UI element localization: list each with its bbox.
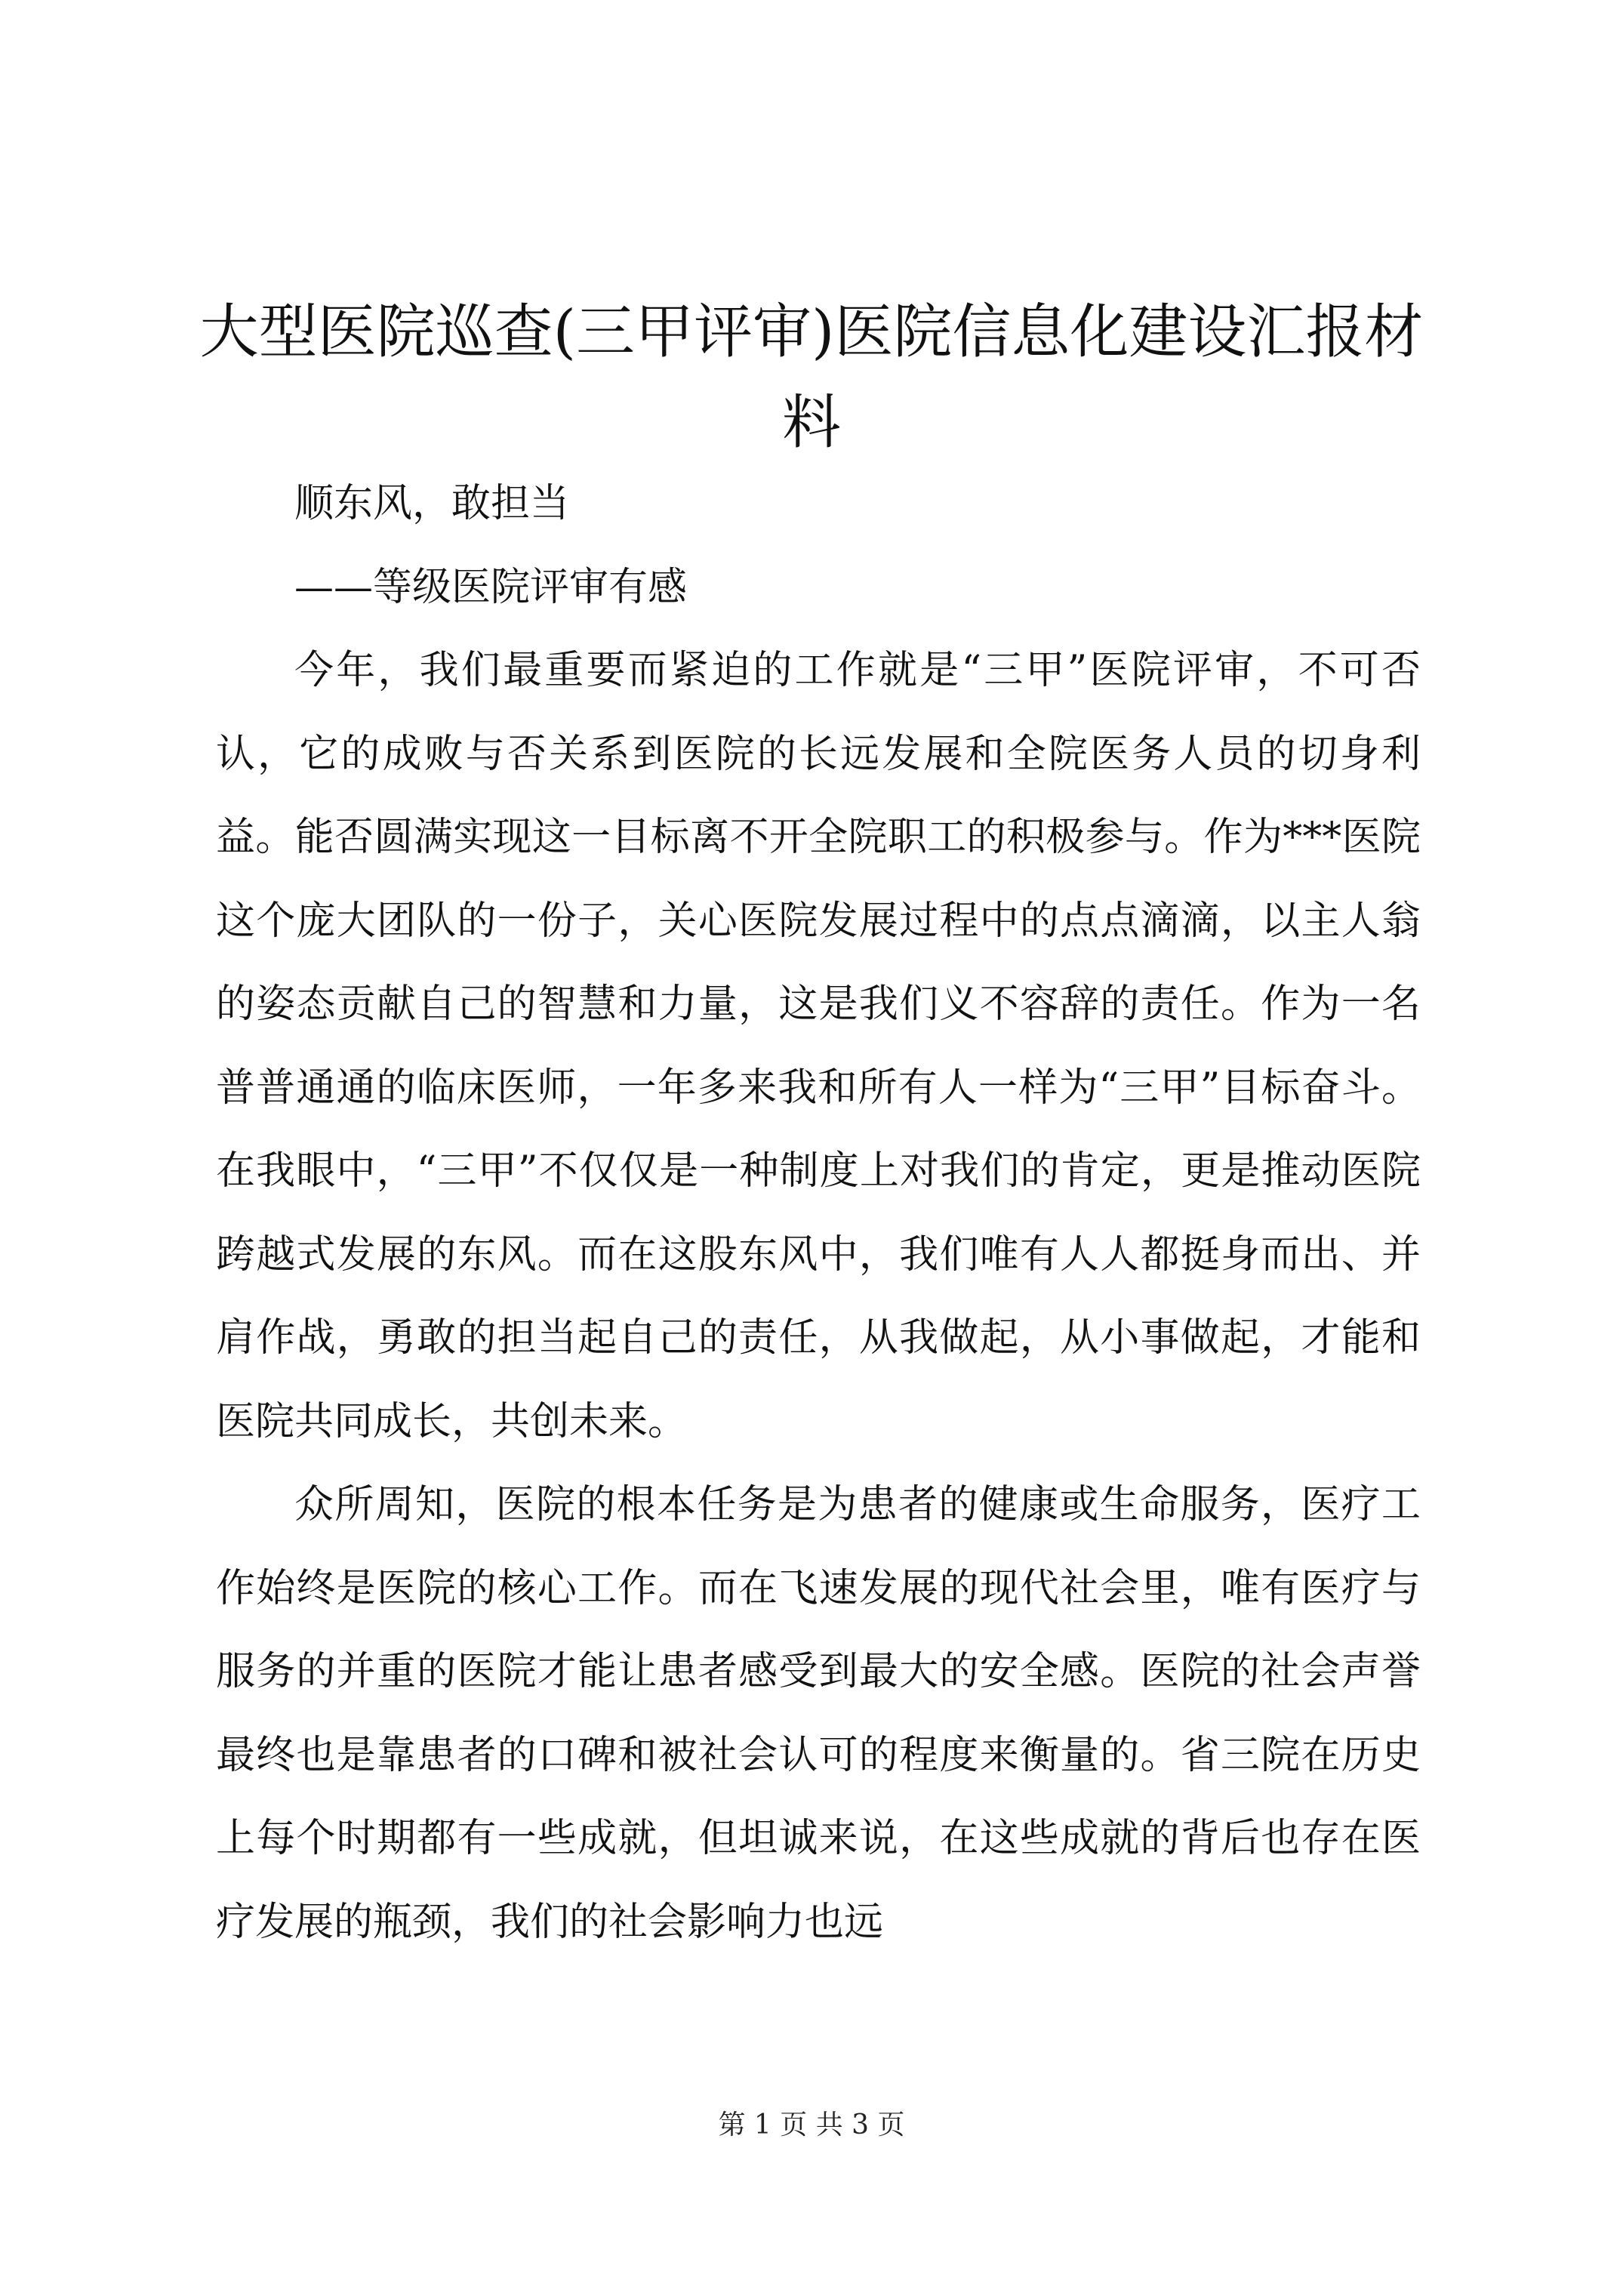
document-title: 大型医院巡查(三甲评审)医院信息化建设汇报材料 xyxy=(199,298,1424,457)
body-paragraph: 今年，我们最重要而紧迫的工作就是“三甲”医院评审，不可否认，它的成败与否关系到医院的长远发展和全院医务人员的切身利益。能否圆满实现这一目标离不开全院职工的积极参与。作为***医院这个庞大团队的一份子，关心医院发展过程中的点点滴滴，以主人翁的姿态贡献自己的智慧和力量，这是我们义不容辞的责任。作为一名普普通通的临床医师，一年多来我和所有人一样为“三甲”目标奋斗。在我眼中，“三甲”不仅仅是一种制度上对我们的肯定，更是推动医院跨越式发展的东风。而在这股东风中，我们唯有人人都挺身而出、并肩作战，勇敢的担当起自己的责任，从我做起，从小事做起，才能和医院共同成长，共创未来。 xyxy=(216,648,1421,1444)
subtitle-line: 顺东风，敢担当 xyxy=(294,481,570,526)
body-paragraph: 众所周知，医院的根本任务是为患者的健康或生命服务，医疗工作始终是医院的核心工作。而在飞速发展的现代社会里，唯有医疗与服务的并重的医院才能让患者感受到最大的安全感。医院的社会声誉最终也是靠患者的口碑和被社会认可的程度来衡量的。省三院在历史上每个时期都有一些成就，但坦诚来说，在这些成就的背后也存在医疗发展的瓶颈，我们的社会影响力也远 xyxy=(216,1482,1421,1945)
page-number-footer: 第 1 页 共 3 页 xyxy=(718,2110,905,2140)
subtitle-attribution: ——等级医院评审有感 xyxy=(294,564,688,610)
document-body xyxy=(216,462,1421,1964)
